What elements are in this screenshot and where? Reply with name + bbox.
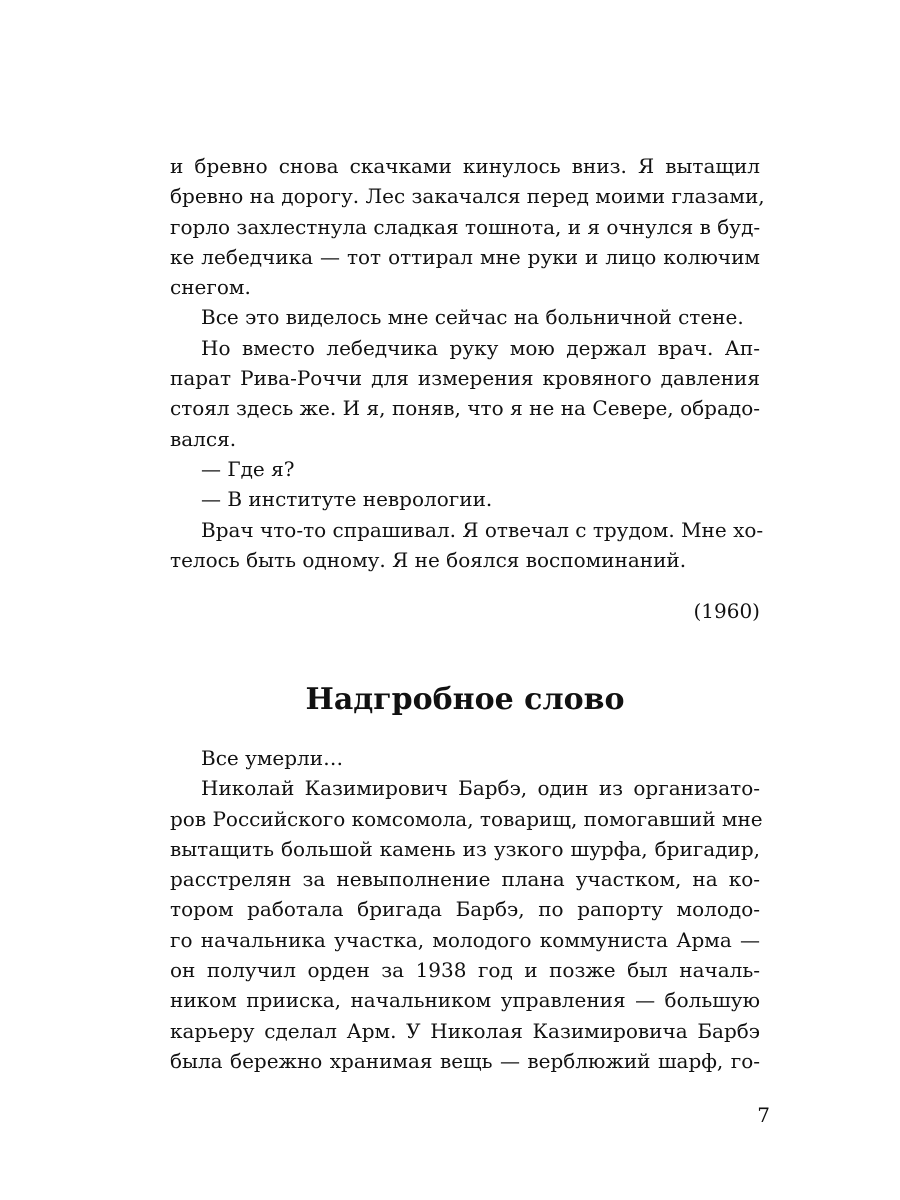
text-line: Николай Казимирович Барбэ, один из организато- [201,776,760,801]
text-line: он получил орден за 1938 год и позже был началь- [170,958,760,983]
text-line: была бережно хранимая вещь — верблюжий шарф, го- [170,1048,760,1073]
story-date: (1960) [693,599,760,623]
text-line: карьеру сделал Арм. У Николая Казимировича Барбэ [170,1018,760,1043]
text-line: ке лебедчика — тот оттирал мне руки и лицо колючим [170,244,760,269]
chapter-text [170,743,763,1076]
text-line: ником прииска, начальником управления — большую [170,988,760,1013]
text-line: Врач что-то спрашивал. Я отвечал с трудом. Мне хо- [201,517,764,542]
text-line: стоял здесь же. И я, поняв, что я не на Севере, обрадо- [170,396,760,421]
text-line: Все умерли… [201,746,344,770]
text-line: ров Российского комсомола, товарищ, помогавший мне [170,806,763,831]
text-line: телось быть одному. Я не боялся воспоминаний. [170,547,687,572]
text-line: Все это виделось мне сейчас на больничной стене. [201,305,744,330]
text-line: снегом. [170,275,251,300]
text-line: го начальника участка, молодого коммуниста Арма — [170,927,760,952]
text-line: тором работала бригада Барбэ, по рапорту молодо- [170,897,760,922]
text-line: Но вместо лебедчика руку мою держал врач. Ап- [201,335,760,360]
text-line: парат Рива-Роччи для измерения кровяного давления [170,366,760,391]
dialogue-line: — В институте неврологии. [201,487,493,512]
page-number: 7 [757,1103,770,1127]
text-line: расстрелян за невыполнение плана участком, на ко- [170,867,760,892]
story-ending-text [170,151,765,575]
text-line: вался. [170,426,237,451]
text-line: бревно на дорогу. Лес закачался перед моими глазами, [170,184,765,209]
chapter-title: Надгробное слово [305,682,625,717]
dialogue-line: — Где я? [201,456,295,481]
text-line: и бревно снова скачками кинулось вниз. Я вытащил [170,154,760,178]
text-line: вытащить большой камень из узкого шурфа, бригадир, [170,836,760,861]
text-line: горло захлестнула сладкая тошнота, и я очнулся в буд- [170,214,761,239]
